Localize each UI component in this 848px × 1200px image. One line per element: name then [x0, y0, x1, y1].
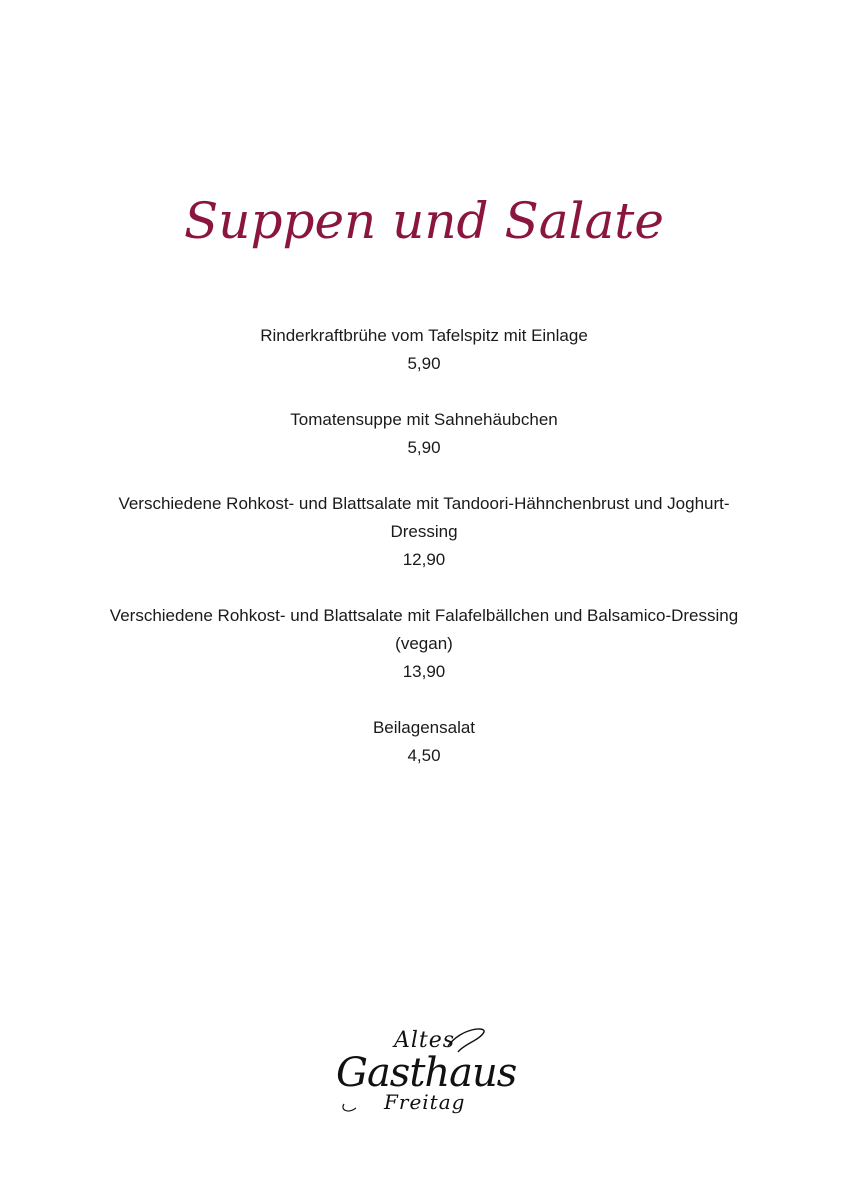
menu-item-name: Rinderkraftbrühe vom Tafelspitz mit Einlage	[260, 326, 588, 345]
page-title: Suppen und Salate	[183, 192, 664, 250]
menu-item-price: 5,90	[407, 354, 441, 373]
menu-item-price: 5,90	[407, 438, 441, 457]
menu-item-name: Beilagensalat	[372, 718, 476, 737]
logo-line-altes: Altes	[394, 1028, 456, 1053]
menu-list	[100, 322, 748, 798]
menu-item	[100, 322, 748, 378]
menu-item-price: 4,50	[407, 746, 441, 765]
menu-item-price: 13,90	[402, 662, 446, 681]
menu-item	[100, 602, 748, 686]
logo-line-freitag: Freitag	[384, 1090, 466, 1114]
restaurant-logo	[336, 1024, 516, 1124]
menu-item-name: Verschiedene Rohkost- und Blattsalate mit Falafelbällchen und Balsamico-Dressing (vegan)	[109, 606, 739, 653]
logo-line-gasthaus: Gasthaus	[336, 1050, 517, 1096]
menu-item-price: 12,90	[402, 550, 446, 569]
menu-item	[100, 714, 748, 770]
menu-item-name: Tomatensuppe mit Sahnehäubchen	[290, 410, 558, 429]
menu-item-name: Verschiedene Rohkost- und Blattsalate mit Tandoori-Hähnchenbrust und Joghurt-Dressing	[118, 494, 730, 541]
menu-item	[100, 490, 748, 574]
menu-item	[100, 406, 748, 462]
